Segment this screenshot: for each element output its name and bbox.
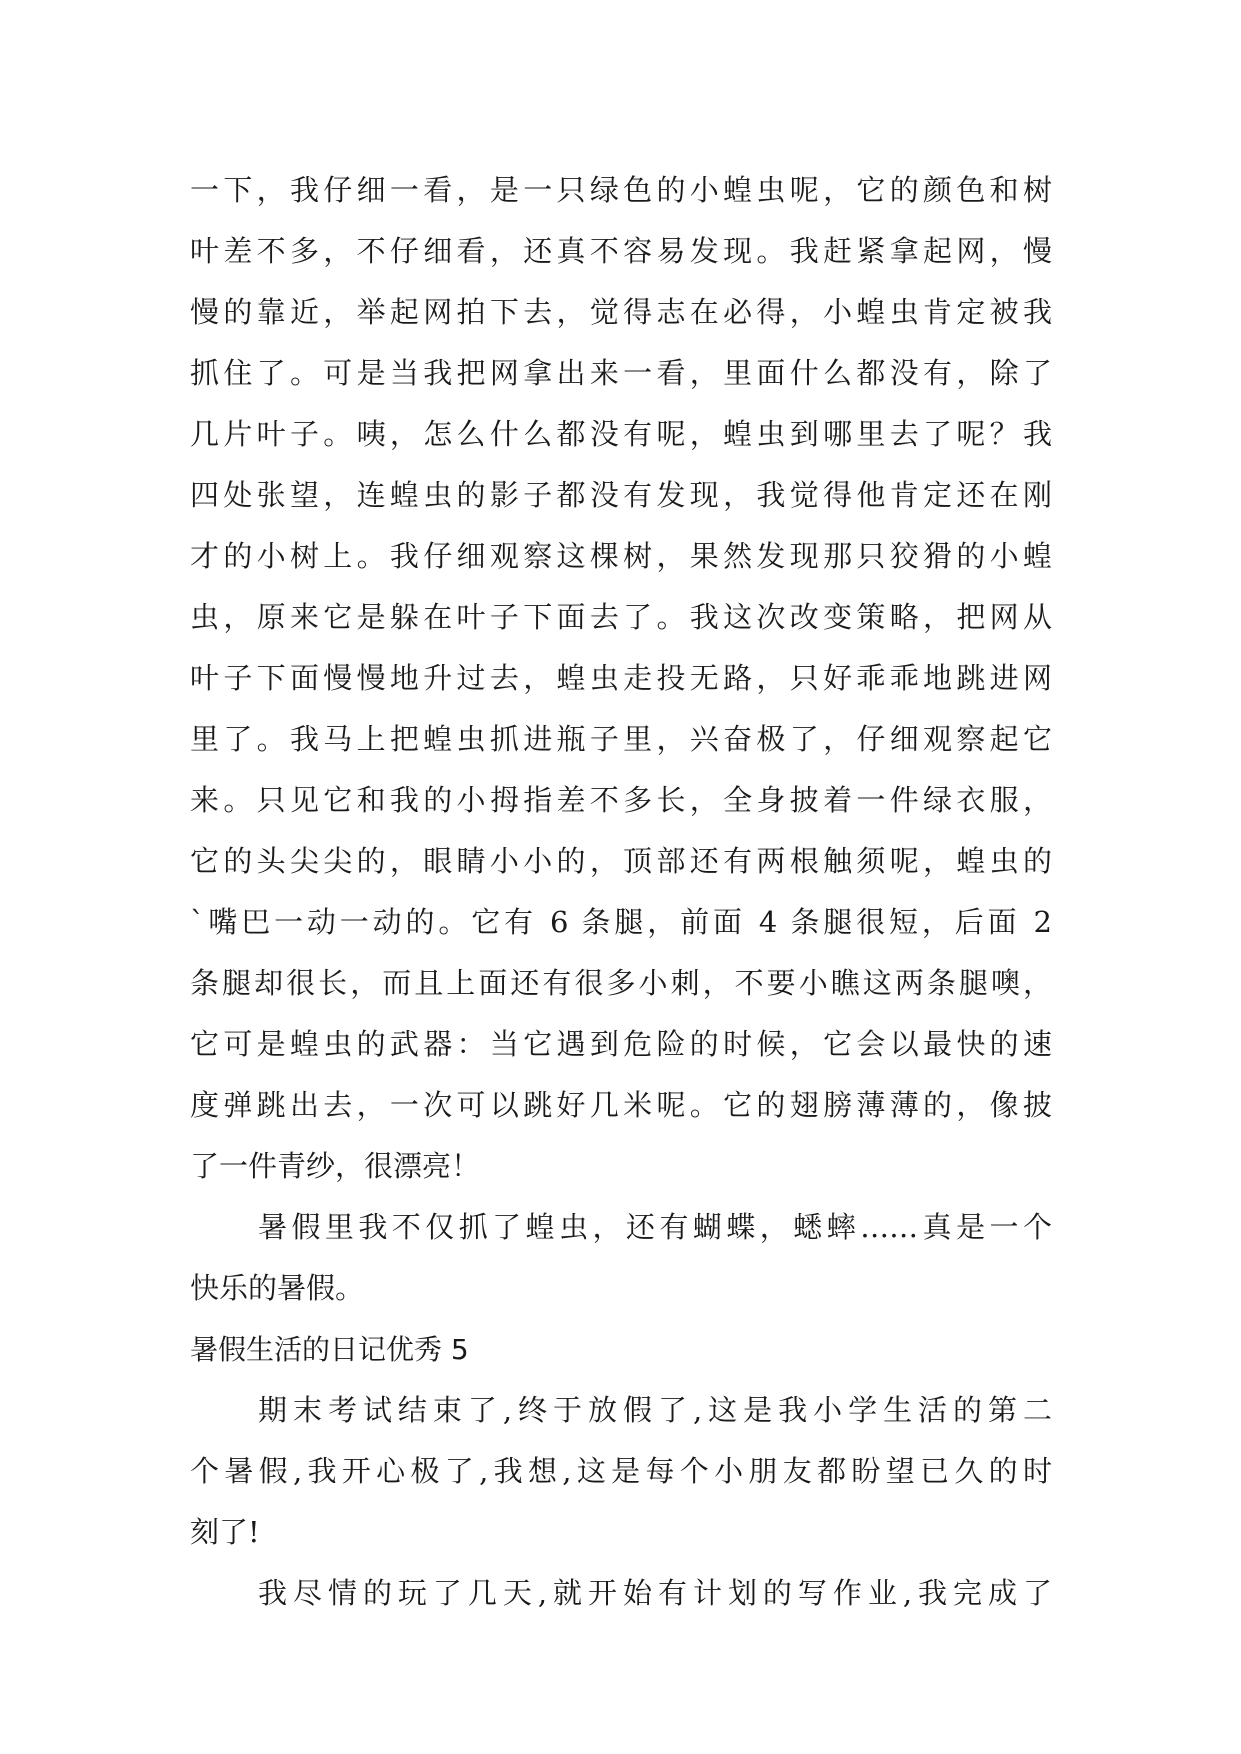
text-line: 了一件青纱，很漂亮！ xyxy=(190,1149,481,1183)
paragraph-summary xyxy=(190,1197,1052,1319)
text-line: 才的小树上。我仔细观察这棵树，果然发现那只狡猾的小蝗 xyxy=(190,539,1052,573)
text-line: 一下，我仔细一看，是一只绿色的小蝗虫呢，它的颜色和树 xyxy=(190,173,1052,207)
text-line: 叶子下面慢慢地升过去，蝗虫走投无路，只好乖乖地跳进网 xyxy=(190,661,1052,695)
text-line: 几片叶子。咦，怎么什么都没有呢，蝗虫到哪里去了呢？我 xyxy=(190,417,1052,451)
paragraph-homework xyxy=(190,1563,1052,1624)
text-line: 它的头尖尖的，眼睛小小的，顶部还有两根触须呢，蝗虫的 xyxy=(190,844,1052,878)
section-heading: 暑假生活的日记优秀 5 xyxy=(190,1333,469,1366)
text-line: 里了。我马上把蝗虫抓进瓶子里，兴奋极了，仔细观察起它 xyxy=(190,722,1052,756)
paragraph-grasshopper xyxy=(190,160,1052,1197)
text-line: 度弹跳出去，一次可以跳好几米呢。它的翅膀薄薄的，像披 xyxy=(190,1088,1052,1122)
text-line: 叶差不多，不仔细看，还真不容易发现。我赶紧拿起网，慢 xyxy=(190,234,1052,268)
text-line: 我尽情的玩了几天,就开始有计划的写作业,我完成了 xyxy=(258,1576,1052,1610)
text-line: 虫，原来它是躲在叶子下面去了。我这次改变策略，把网从 xyxy=(190,600,1052,634)
paragraph-exam-end xyxy=(190,1380,1052,1563)
text-line: 暑假里我不仅抓了蝗虫，还有蝴蝶，蟋蟀……真是一个 xyxy=(258,1210,1052,1244)
text-line: 期末考试结束了,终于放假了,这是我小学生活的第二 xyxy=(258,1393,1052,1427)
text-line: 刻了! xyxy=(190,1515,260,1549)
text-line: 它可是蝗虫的武器：当它遇到危险的时候，它会以最快的速 xyxy=(190,1027,1052,1061)
text-line: 慢的靠近，举起网拍下去，觉得志在必得，小蝗虫肯定被我 xyxy=(190,295,1052,329)
text-line: 抓住了。可是当我把网拿出来一看，里面什么都没有，除了 xyxy=(190,356,1052,390)
text-line: `嘴巴一动一动的。它有 6 条腿，前面 4 条腿很短，后面 2 xyxy=(190,905,1052,939)
text-line: 四处张望，连蝗虫的影子都没有发现，我觉得他肯定还在刚 xyxy=(190,478,1052,512)
text-line: 来。只见它和我的小拇指差不多长，全身披着一件绿衣服， xyxy=(190,783,1052,817)
text-line: 个暑假,我开心极了,我想,这是每个小朋友都盼望已久的时 xyxy=(190,1454,1052,1488)
text-line: 条腿却很长，而且上面还有很多小刺，不要小瞧这两条腿噢， xyxy=(190,966,1052,1000)
text-line: 快乐的暑假。 xyxy=(190,1271,365,1305)
document-body xyxy=(190,160,1052,1624)
